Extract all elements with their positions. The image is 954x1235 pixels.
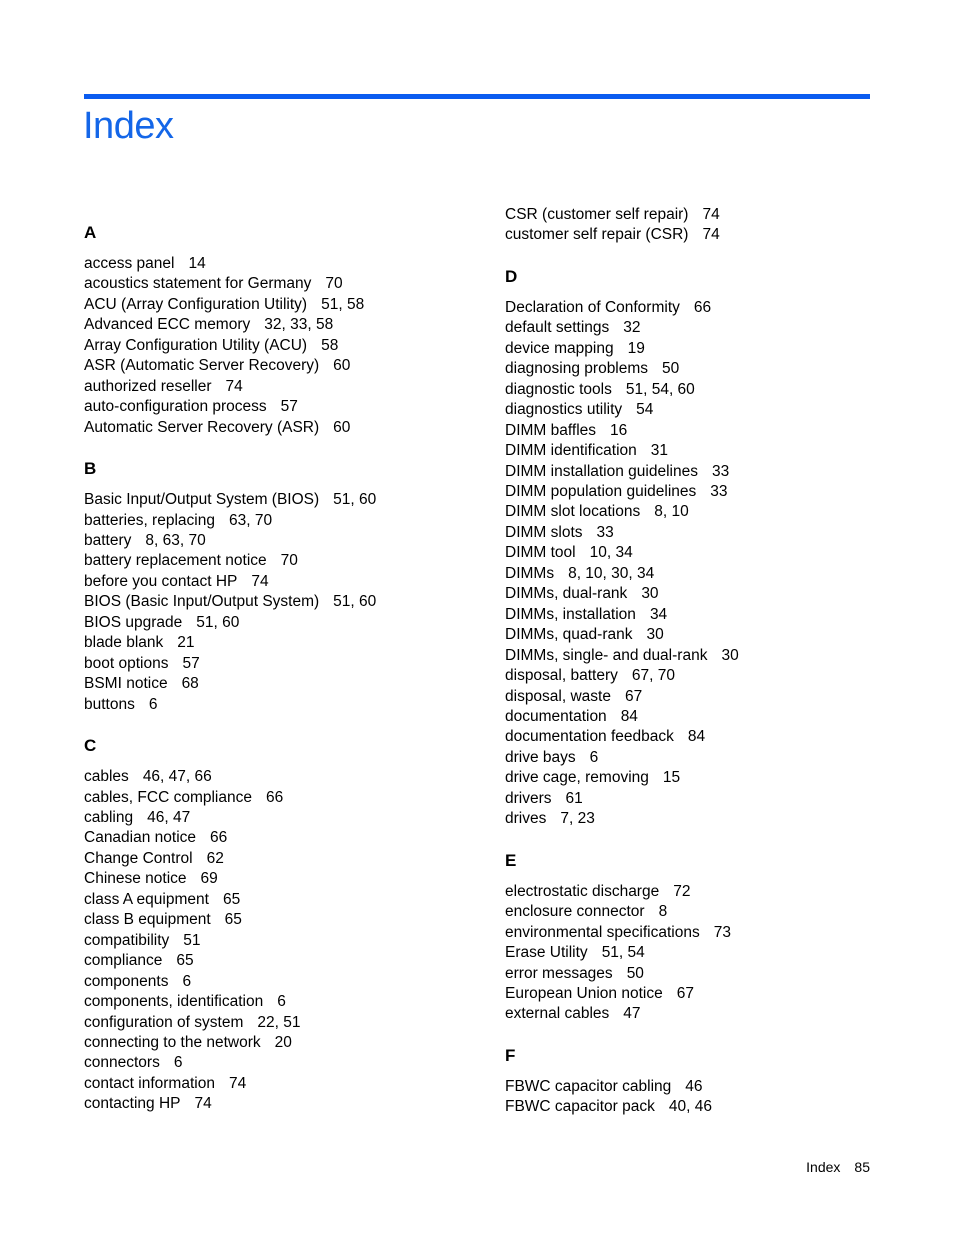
index-entry	[505, 441, 925, 461]
entry-pages[interactable]: 51, 60	[196, 613, 240, 631]
entry-pages[interactable]: 6	[173, 1054, 183, 1072]
entry-term: connecting to the network	[84, 1033, 261, 1051]
entry-term: drive bays	[505, 748, 576, 766]
entry-pages[interactable]: 8, 63, 70	[145, 531, 206, 549]
index-entry	[505, 707, 925, 727]
entry-term: enclosure connector	[505, 903, 645, 921]
entry-term: Chinese notice	[84, 870, 187, 888]
entry-pages[interactable]: 67	[676, 984, 694, 1002]
index-entry	[505, 564, 925, 584]
section-letter: C	[84, 736, 97, 756]
entry-term: components	[84, 972, 169, 990]
index-entry	[84, 1013, 504, 1033]
entry-term: FBWC capacitor cabling	[505, 1077, 672, 1095]
index-entry	[84, 992, 504, 1012]
entry-term: Automatic Server Recovery (ASR)	[84, 418, 320, 436]
section-letter: A	[84, 223, 97, 242]
entry-term: access panel	[84, 255, 175, 272]
entry-pages[interactable]: 57	[182, 654, 200, 672]
entry-pages[interactable]: 51	[183, 931, 201, 949]
entry-term: authorized reseller	[84, 377, 212, 395]
entry-term: contacting HP	[84, 1095, 181, 1113]
entry-term: device mapping	[505, 339, 614, 357]
index-entry	[84, 1053, 504, 1073]
entry-term: ACU (Array Configuration Utility)	[84, 295, 308, 313]
index-entry	[84, 1074, 504, 1094]
entry-term: diagnosing problems	[505, 360, 649, 378]
entry-term: contact information	[84, 1074, 215, 1092]
index-entry	[505, 768, 925, 788]
entry-pages[interactable]: 14	[188, 255, 206, 272]
entry-list	[84, 490, 504, 715]
page-footer	[806, 1158, 870, 1176]
index-column-right	[505, 205, 925, 1138]
entry-term: connectors	[84, 1054, 160, 1072]
index-entry	[505, 205, 925, 225]
entry-term: electrostatic discharge	[505, 882, 660, 900]
entry-pages[interactable]: 16	[610, 421, 628, 439]
index-section	[84, 735, 504, 1115]
entry-term: battery	[84, 531, 132, 549]
entry-pages[interactable]: 74	[702, 206, 720, 223]
index-entry	[84, 695, 504, 715]
index-entry	[84, 869, 504, 889]
index-entry	[84, 828, 504, 848]
entry-pages[interactable]: 70	[325, 275, 343, 293]
entry-pages[interactable]: 15	[662, 769, 681, 787]
entry-term: error messages	[505, 964, 613, 982]
entry-pages[interactable]: 31	[650, 442, 669, 460]
entry-pages[interactable]: 66	[210, 829, 228, 847]
index-section	[84, 222, 504, 438]
index-entry	[84, 1033, 504, 1053]
entry-term: DIMM tool	[505, 544, 576, 562]
section-letter: B	[84, 459, 97, 479]
entry-term: DIMM slots	[505, 523, 583, 541]
index-entry	[84, 315, 504, 335]
entry-term: Advanced ECC memory	[84, 316, 251, 334]
entry-pages[interactable]: 65	[222, 890, 241, 908]
entry-pages[interactable]: 72	[673, 882, 691, 900]
entry-pages[interactable]: 57	[280, 398, 298, 416]
entry-term: Array Configuration Utility (ACU)	[84, 336, 308, 354]
index-entry	[84, 592, 504, 612]
entry-term: DIMMs	[505, 564, 555, 582]
entry-pages[interactable]: 66	[693, 298, 712, 316]
entry-list	[84, 767, 504, 1115]
entry-pages[interactable]: 32, 33, 58	[264, 316, 334, 334]
entry-term: drivers	[505, 789, 552, 807]
index-entry	[505, 359, 925, 379]
index-entry	[505, 298, 925, 318]
index-entry	[505, 666, 925, 686]
entry-term: DIMM baffles	[505, 421, 597, 439]
entry-pages[interactable]: 51, 58	[321, 295, 365, 313]
index-entry	[505, 943, 925, 963]
index-entry	[505, 748, 925, 768]
entry-pages[interactable]: 74	[251, 572, 269, 590]
entry-list	[505, 882, 925, 1025]
index-entry	[84, 613, 504, 633]
entry-term: DIMM identification	[505, 442, 637, 460]
entry-pages[interactable]: 70	[280, 552, 298, 570]
entry-pages[interactable]: 10, 34	[589, 544, 633, 562]
entry-term: Erase Utility	[505, 944, 588, 962]
index-entry	[505, 902, 925, 922]
entry-term: compatibility	[84, 931, 170, 949]
entry-term: boot options	[84, 654, 169, 672]
entry-pages[interactable]: 8, 10	[654, 503, 689, 521]
entry-pages[interactable]: 63, 70	[228, 511, 273, 529]
entry-term: BIOS upgrade	[84, 613, 183, 631]
section-letter: E	[505, 850, 517, 870]
entry-term: BIOS (Basic Input/Output System)	[84, 593, 320, 611]
entry-term: compliance	[84, 952, 163, 970]
index-section	[505, 205, 925, 246]
index-entry	[84, 951, 504, 971]
entry-pages[interactable]: 66	[265, 788, 284, 806]
index-entry	[84, 674, 504, 694]
entry-pages[interactable]: 65	[224, 911, 242, 929]
index-entry	[505, 339, 925, 359]
entry-term: DIMMs, quad-rank	[505, 626, 633, 644]
entry-term: Declaration of Conformity	[505, 298, 680, 316]
entry-pages[interactable]: 21	[177, 634, 195, 652]
entry-pages[interactable]: 54	[636, 401, 654, 419]
index-section	[505, 266, 925, 830]
index-entry	[505, 543, 925, 563]
entry-term: documentation feedback	[505, 728, 674, 746]
entry-term: batteries, replacing	[84, 511, 215, 529]
entry-term: class A equipment	[84, 890, 209, 908]
entry-pages[interactable]: 8	[658, 903, 668, 921]
entry-pages[interactable]: 61	[565, 789, 583, 807]
index-entry	[505, 687, 925, 707]
index-entry	[84, 808, 504, 828]
index-entry	[84, 356, 504, 376]
entry-pages[interactable]: 33	[710, 482, 728, 500]
entry-term: CSR (customer self repair)	[505, 206, 689, 223]
index-entry	[84, 767, 504, 787]
entry-term: drives	[505, 810, 547, 828]
index-entry	[505, 1004, 925, 1024]
index-entry	[84, 890, 504, 910]
entry-pages[interactable]: 47	[623, 1005, 641, 1023]
entry-pages[interactable]: 6	[277, 993, 286, 1011]
entry-pages[interactable]: 33	[711, 462, 730, 480]
entry-term: cabling	[84, 808, 134, 826]
index-entry	[505, 482, 925, 502]
entry-pages[interactable]: 51, 60	[333, 593, 377, 611]
index-entry	[505, 225, 925, 245]
entry-pages[interactable]: 7, 23	[560, 810, 595, 828]
index-entry	[505, 882, 925, 902]
index-entry	[84, 633, 504, 653]
index-section	[505, 1045, 925, 1118]
entry-pages[interactable]: 50	[626, 964, 644, 982]
index-entry	[84, 972, 504, 992]
entry-term: FBWC capacitor pack	[505, 1098, 655, 1116]
entry-term: diagnostics utility	[505, 401, 623, 419]
entry-list	[84, 254, 504, 438]
entry-pages[interactable]: 33	[596, 523, 614, 541]
entry-pages[interactable]: 74	[225, 377, 243, 395]
entry-term: Canadian notice	[84, 829, 197, 847]
entry-term: DIMM installation guidelines	[505, 462, 698, 480]
entry-list	[505, 1077, 925, 1118]
header-rule	[84, 94, 870, 99]
index-entry	[505, 318, 925, 338]
entry-term: documentation	[505, 707, 607, 725]
index-entry	[505, 789, 925, 809]
entry-term: Change Control	[84, 849, 193, 867]
entry-term: diagnostic tools	[505, 380, 612, 398]
entry-pages[interactable]: 51, 60	[333, 491, 377, 509]
entry-pages[interactable]: 84	[620, 707, 638, 725]
entry-term: components, identification	[84, 993, 264, 1011]
index-entry	[505, 502, 925, 522]
entry-pages[interactable]: 40, 46	[668, 1098, 712, 1116]
entry-term: configuration of system	[84, 1013, 244, 1031]
entry-term: auto-configuration process	[84, 398, 267, 416]
index-entry	[505, 1077, 925, 1097]
entry-pages[interactable]: 6	[589, 748, 599, 766]
index-section	[505, 850, 925, 1025]
index-entry	[505, 964, 925, 984]
index-entry	[84, 654, 504, 674]
entry-term: disposal, waste	[505, 687, 611, 705]
entry-term: environmental specifications	[505, 923, 700, 941]
entry-pages[interactable]: 68	[181, 675, 199, 693]
page-title: Index	[83, 105, 174, 147]
entry-pages[interactable]: 30	[721, 646, 739, 664]
entry-term: buttons	[84, 695, 135, 713]
entry-pages[interactable]: 74	[228, 1074, 247, 1092]
entry-term: DIMM slot locations	[505, 503, 641, 521]
index-entry	[84, 490, 504, 510]
index-entry	[505, 605, 925, 625]
entry-pages[interactable]: 30	[641, 585, 659, 603]
index-entry	[84, 910, 504, 930]
section-letter: D	[505, 266, 518, 286]
entry-term: DIMMs, single- and dual-rank	[505, 646, 708, 664]
index-entry	[505, 462, 925, 482]
entry-pages[interactable]: 62	[206, 849, 224, 867]
index-entry	[505, 400, 925, 420]
entry-pages[interactable]: 46, 47, 66	[142, 768, 212, 786]
index-entry	[505, 984, 925, 1004]
section-letter: F	[505, 1045, 516, 1065]
entry-pages[interactable]: 60	[333, 418, 351, 436]
entry-pages[interactable]: 67, 70	[631, 667, 675, 685]
entry-term: ASR (Automatic Server Recovery)	[84, 357, 320, 375]
index-entry	[84, 397, 504, 417]
entry-term: acoustics statement for Germany	[84, 275, 312, 293]
index-entry	[84, 274, 504, 294]
index-entry	[505, 809, 925, 829]
index-entry	[84, 511, 504, 531]
index-entry	[505, 584, 925, 604]
entry-pages[interactable]: 32	[623, 319, 641, 337]
index-entry	[84, 931, 504, 951]
index-entry	[84, 572, 504, 592]
index-entry	[505, 923, 925, 943]
entry-pages[interactable]: 6	[148, 695, 158, 713]
entry-term: external cables	[505, 1005, 610, 1023]
entry-pages[interactable]: 46, 47	[147, 808, 191, 826]
entry-pages[interactable]: 50	[662, 360, 680, 378]
index-entry	[505, 380, 925, 400]
index-entry	[84, 849, 504, 869]
index-entry	[84, 336, 504, 356]
entry-pages[interactable]: 51, 54, 60	[625, 380, 695, 398]
entry-pages[interactable]: 19	[627, 339, 645, 357]
entry-term: before you contact HP	[84, 572, 238, 590]
entry-term: class B equipment	[84, 911, 211, 929]
entry-pages[interactable]: 20	[274, 1033, 292, 1051]
entry-list	[505, 298, 925, 830]
footer-page-number: 85	[854, 1159, 870, 1175]
entry-term: European Union notice	[505, 984, 663, 1002]
entry-pages[interactable]: 58	[321, 336, 339, 354]
entry-term: drive cage, removing	[505, 769, 649, 787]
entry-pages[interactable]: 51, 54	[601, 944, 645, 962]
entry-pages[interactable]: 30	[646, 626, 664, 644]
entry-term: default settings	[505, 319, 610, 337]
entry-term: disposal, battery	[505, 667, 618, 685]
entry-pages[interactable]: 8, 10, 30, 34	[568, 564, 655, 582]
entry-pages[interactable]: 34	[649, 605, 668, 623]
entry-term: Basic Input/Output System (BIOS)	[84, 491, 320, 509]
entry-term: BSMI notice	[84, 675, 168, 693]
index-entry	[84, 788, 504, 808]
entry-pages[interactable]: 74	[194, 1095, 212, 1113]
footer-label: Index	[806, 1159, 841, 1175]
index-entry	[84, 551, 504, 571]
entry-term: cables	[84, 768, 129, 786]
index-entry	[505, 727, 925, 747]
index-column-left	[84, 222, 504, 1135]
index-entry	[505, 646, 925, 666]
entry-term: blade blank	[84, 634, 164, 652]
index-entry	[84, 418, 504, 438]
entry-pages[interactable]: 65	[176, 952, 194, 970]
entry-term: DIMMs, dual-rank	[505, 585, 628, 603]
entry-term: customer self repair (CSR)	[505, 226, 689, 244]
index-entry	[505, 523, 925, 543]
entry-pages[interactable]: 67	[624, 687, 643, 705]
entry-term: DIMM population guidelines	[505, 482, 697, 500]
entry-term: cables, FCC compliance	[84, 788, 252, 806]
index-entry	[505, 1097, 925, 1117]
entry-pages[interactable]: 60	[333, 357, 351, 375]
entry-list	[505, 205, 925, 246]
index-entry	[84, 254, 504, 274]
entry-pages[interactable]: 69	[200, 870, 218, 888]
entry-pages[interactable]: 74	[702, 226, 720, 244]
index-entry	[84, 295, 504, 315]
index-entry	[505, 625, 925, 645]
entry-term: battery replacement notice	[84, 552, 267, 570]
entry-pages[interactable]: 46	[685, 1077, 703, 1095]
index-entry	[505, 421, 925, 441]
index-section	[84, 458, 504, 715]
entry-term: DIMMs, installation	[505, 605, 636, 623]
entry-pages[interactable]: 6	[182, 972, 192, 990]
index-entry	[84, 531, 504, 551]
index-entry	[84, 1094, 504, 1114]
entry-pages[interactable]: 84	[687, 728, 706, 746]
entry-pages[interactable]: 73	[713, 923, 731, 941]
index-entry	[84, 377, 504, 397]
entry-pages[interactable]: 22, 51	[257, 1013, 301, 1031]
